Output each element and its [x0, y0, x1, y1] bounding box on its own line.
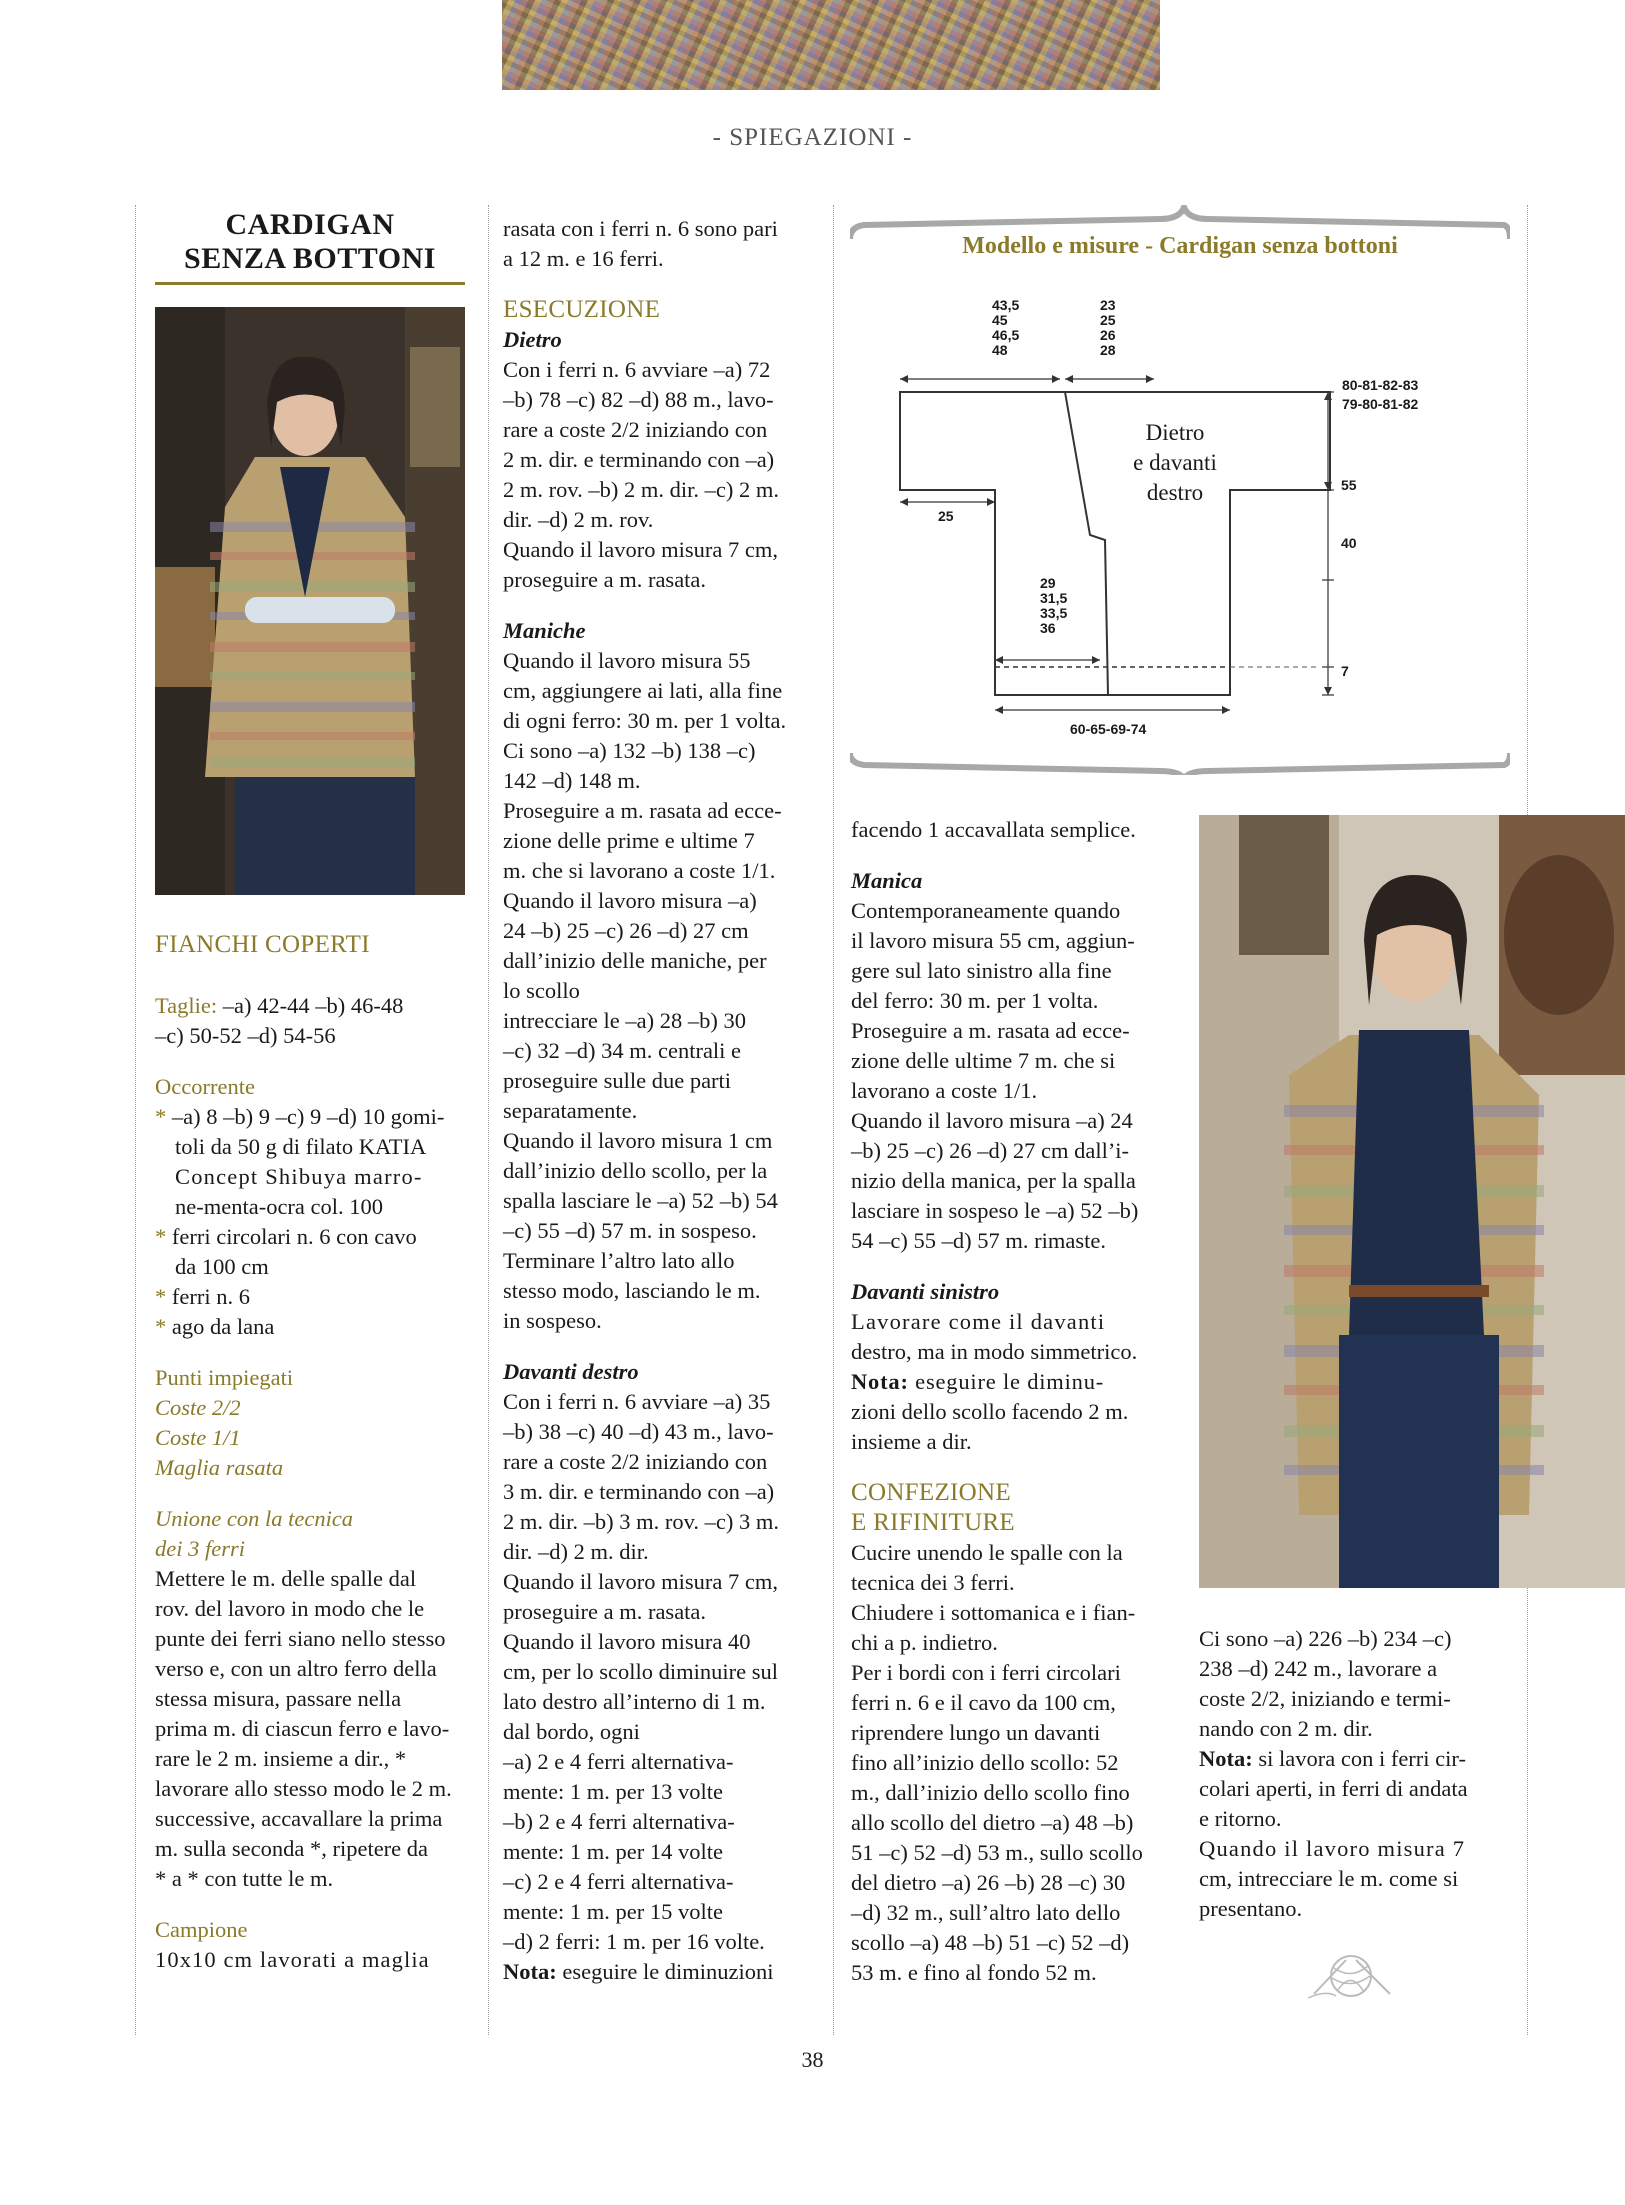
text-line: Ci sono –a) 132 –b) 138 –c): [503, 738, 756, 763]
rfront-cont: facendo 1 accavallata semplice.: [851, 817, 1136, 842]
bullet: *: [155, 1224, 167, 1249]
material-line: toli da 50 g di filato KATIA: [175, 1134, 427, 1159]
text-line: Contemporaneamente quando: [851, 898, 1121, 923]
text-line: nizio della manica, per la spalla: [851, 1168, 1136, 1193]
right-front-heading: Davanti destro: [503, 1359, 639, 1384]
dim-front-width: 29 31,5 33,5 36: [1040, 575, 1068, 636]
text-line: stessa misura, passare nella: [155, 1686, 402, 1711]
note-text: e ritorno.: [1199, 1806, 1282, 1831]
text-line: dal bordo, ogni: [503, 1719, 640, 1744]
text-line: allo scollo del dietro –a) 48 –b): [851, 1810, 1134, 1835]
yarn-texture-banner: [502, 0, 1160, 90]
note-label: Nota:: [851, 1369, 909, 1394]
diagram-title: Modello e misure - Cardigan senza bottoni: [962, 233, 1398, 259]
end-text: Quando il lavoro misura 7: [1199, 1836, 1466, 1861]
text-line: m., dall’inizio dello scollo fino: [851, 1780, 1130, 1805]
gauge-text-cont: a 12 m. e 16 ferri.: [503, 246, 664, 271]
piece-label: Dietro e davanti destro: [1133, 420, 1217, 505]
text-line: intrecciare le –a) 28 –b) 30: [503, 1008, 747, 1033]
stitch-item: Coste 1/1: [155, 1425, 241, 1450]
schematic-diagram: [850, 205, 1510, 775]
sizes-label: Taglie:: [155, 993, 218, 1018]
bullet: *: [155, 1314, 167, 1339]
sleeve-heading: Manica: [851, 868, 923, 893]
join-heading: dei 3 ferri: [155, 1536, 245, 1561]
text-line: rare le 2 m. insieme a dir., *: [155, 1746, 407, 1771]
column-rule: [135, 205, 136, 2035]
stitch-item: Maglia rasata: [155, 1455, 284, 1480]
text-line: il lavoro misura 55 cm, aggiun-: [851, 928, 1135, 953]
pattern-title: [155, 208, 465, 285]
text-line: Quando il lavoro misura 7 cm,: [503, 1569, 778, 1594]
text-line: 238 –d) 242 m., lavorare a: [1199, 1656, 1438, 1681]
gauge-text-cont: rasata con i ferri n. 6 sono pari: [503, 216, 778, 241]
pattern-title-line2: SENZA BOTTONI: [184, 242, 436, 275]
dim-sleeve: 25: [938, 508, 954, 524]
material-line: Concept Shibuya marro-: [175, 1164, 423, 1189]
text-line: m. che si lavorano a coste 1/1.: [503, 858, 776, 883]
text-line: 2 m. dir. e terminando con –a): [503, 447, 775, 472]
text-line: zione delle ultime 7 m. che si: [851, 1048, 1116, 1073]
sleeve-text: [851, 896, 1163, 1256]
text-line: Proseguire a m. rasata ad ecce-: [503, 798, 782, 823]
border-text: [1199, 1624, 1511, 1744]
note-label: Nota:: [1199, 1746, 1253, 1771]
text-line: 142 –d) 148 m.: [503, 768, 641, 793]
gauge-text: 10x10 cm lavorati a maglia: [155, 1947, 430, 1972]
text-line: Cucire unendo le spalle con la: [851, 1540, 1123, 1565]
finishing-heading: CONFEZIONE: [851, 1479, 1011, 1506]
text-line: dall’inizio delle maniche, per: [503, 948, 767, 973]
text-line: chi a p. indietro.: [851, 1630, 998, 1655]
text-line: prima m. di ciascun ferro e lavo-: [155, 1716, 450, 1741]
text-line: dir. –d) 2 m. rov.: [503, 507, 654, 532]
dim-top-mid: 23 25 26 28: [1100, 297, 1116, 358]
page-number: 38: [801, 2047, 824, 2072]
join-heading: Unione con la tecnica: [155, 1506, 354, 1531]
dim-width: 60-65-69-74: [1070, 721, 1147, 737]
sleeves-text: [503, 646, 821, 1336]
text-line: dall’inizio dello scollo, per la: [503, 1158, 768, 1183]
finishing-text: [851, 1538, 1163, 1988]
text-line: mente: 1 m. per 13 volte: [503, 1779, 723, 1804]
dim-55: 55: [1341, 477, 1357, 493]
pattern-title-line1: CARDIGAN: [225, 208, 395, 241]
text-line: scollo –a) 48 –b) 51 –c) 52 –d): [851, 1930, 1130, 1955]
sizes-value-line: –c) 50-52 –d) 54-56: [155, 1023, 336, 1048]
note-text: eseguire le diminuzioni: [556, 1959, 774, 1984]
sizes-value: –a) 42-44 –b) 46-48: [222, 993, 404, 1018]
text-line: Quando il lavoro misura 1 cm: [503, 1128, 773, 1153]
dim-top-left: 43,5 45 46,5 48: [992, 297, 1020, 358]
text-line: –b) 78 –c) 82 –d) 88 m., lavo-: [503, 387, 774, 412]
text-line: nando con 2 m. dir.: [1199, 1716, 1373, 1741]
materials-heading: Occorrente: [155, 1074, 255, 1099]
end-text: presentano.: [1199, 1896, 1303, 1921]
gauge-heading: Campione: [155, 1917, 248, 1942]
text-line: Mettere le m. delle spalle dal: [155, 1566, 417, 1591]
left-front-text: Lavorare come il davanti: [851, 1309, 1106, 1334]
text-line: m. sulla seconda *, ripetere da: [155, 1836, 429, 1861]
column-rule: [488, 205, 489, 2035]
text-line: 53 m. e fino al fondo 52 m.: [851, 1960, 1097, 1985]
sleeves-heading: Maniche: [503, 618, 586, 643]
finishing-heading: E RIFINITURE: [851, 1509, 1016, 1536]
text-line: successive, accavallare la prima: [155, 1806, 443, 1831]
material-line: ne-menta-ocra col. 100: [175, 1194, 384, 1219]
note-label: Nota:: [503, 1959, 557, 1984]
text-line: riprendere lungo un davanti: [851, 1720, 1101, 1745]
text-line: Quando il lavoro misura –a): [503, 888, 757, 913]
text-line: del ferro: 30 m. per 1 volta.: [851, 988, 1099, 1013]
note-text: eseguire le diminu-: [908, 1369, 1105, 1394]
text-line: proseguire a m. rasata.: [503, 567, 707, 592]
material-line: da 100 cm: [175, 1254, 269, 1279]
text-line: Chiudere i sottomanica e i fian-: [851, 1600, 1136, 1625]
text-line: –c) 32 –d) 34 m. centrali e: [503, 1038, 742, 1063]
text-line: proseguire sulle due parti: [503, 1068, 732, 1093]
text-line: 51 –c) 52 –d) 53 m., sullo scollo: [851, 1840, 1143, 1865]
text-line: dir. –d) 2 m. dir.: [503, 1539, 649, 1564]
stitch-item: Coste 2/2: [155, 1395, 241, 1420]
note-text: zioni dello scollo facendo 2 m.: [851, 1399, 1129, 1424]
bullet: *: [155, 1104, 167, 1129]
smiling-woman-in-cardigan-photo: [1199, 815, 1625, 1588]
text-line: Con i ferri n. 6 avviare –a) 35: [503, 1389, 771, 1414]
text-line: gere sul lato sinistro alla fine: [851, 958, 1112, 983]
text-line: Terminare l’altro lato allo: [503, 1248, 735, 1273]
note-text: insieme a dir.: [851, 1429, 972, 1454]
text-line: rare a coste 2/2 iniziando con: [503, 1449, 768, 1474]
text-line: separatamente.: [503, 1098, 638, 1123]
text-line: mente: 1 m. per 14 volte: [503, 1839, 723, 1864]
text-line: 2 m. dir. –b) 3 m. rov. –c) 3 m.: [503, 1509, 780, 1534]
text-line: lavorano a coste 1/1.: [851, 1078, 1038, 1103]
section-header: - SPIEGAZIONI -: [712, 124, 913, 151]
note-text: si lavora con i ferri cir-: [1252, 1746, 1466, 1771]
text-line: 3 m. dir. e terminando con –a): [503, 1479, 775, 1504]
text-line: zione delle prime e ultime 7: [503, 828, 755, 853]
text-line: tecnica dei 3 ferri.: [851, 1570, 1015, 1595]
text-line: –c) 2 e 4 ferri alternativa-: [503, 1869, 734, 1894]
text-line: * a * con tutte le m.: [155, 1866, 334, 1891]
text-line: 54 –c) 55 –d) 57 m. rimaste.: [851, 1228, 1106, 1253]
text-line: cm, aggiungere ai lati, alla fine: [503, 678, 783, 703]
text-line: lato destro all’interno di 1 m.: [503, 1689, 766, 1714]
text-line: fino all’inizio dello scollo: 52: [851, 1750, 1119, 1775]
text-line: lasciare in sospeso le –a) 52 –b): [851, 1198, 1139, 1223]
stitches-heading: Punti impiegati: [155, 1365, 294, 1390]
yarn-ball-icon: [1306, 1950, 1396, 2002]
bullet: *: [155, 1284, 167, 1309]
text-line: punte dei ferri siano nello stesso: [155, 1626, 446, 1651]
text-line: –b) 2 e 4 ferri alternativa-: [503, 1809, 735, 1834]
woman-in-striped-cardigan-photo: [155, 307, 465, 895]
text-line: Proseguire a m. rasata ad ecce-: [851, 1018, 1130, 1043]
text-line: Quando il lavoro misura 40: [503, 1629, 751, 1654]
text-line: –d) 32 m., sull’altro lato dello: [851, 1900, 1121, 1925]
material-line: ferri n. 6: [171, 1284, 250, 1309]
join-text: [155, 1564, 465, 1894]
text-line: lo scollo: [503, 978, 580, 1003]
text-line: –c) 55 –d) 57 m. in sospeso.: [503, 1218, 757, 1243]
text-line: proseguire a m. rasata.: [503, 1599, 707, 1624]
dim-7: 7: [1341, 663, 1349, 679]
column-rule: [833, 205, 834, 2035]
text-line: Per i bordi con i ferri circolari: [851, 1660, 1121, 1685]
text-line: in sospeso.: [503, 1308, 602, 1333]
fit-heading: FIANCHI COPERTI: [155, 931, 370, 958]
text-line: ferri n. 6 e il cavo da 100 cm,: [851, 1690, 1116, 1715]
text-line: –d) 2 ferri: 1 m. per 16 volte.: [503, 1929, 765, 1954]
text-line: 2 m. rov. –b) 2 m. dir. –c) 2 m.: [503, 477, 780, 502]
text-line: –b) 38 –c) 40 –d) 43 m., lavo-: [503, 1419, 774, 1444]
text-line: –a) 2 e 4 ferri alternativa-: [503, 1749, 734, 1774]
dim-length: 80-81-82-83 79-80-81-82: [1342, 377, 1419, 412]
text-line: spalla lasciare le –a) 52 –b) 54: [503, 1188, 778, 1213]
text-line: –b) 25 –c) 26 –d) 27 cm dall’i-: [851, 1138, 1130, 1163]
right-front-text: [503, 1387, 821, 1957]
text-line: Ci sono –a) 226 –b) 234 –c): [1199, 1626, 1452, 1651]
material-line: –a) 8 –b) 9 –c) 9 –d) 10 gomi-: [171, 1104, 445, 1129]
text-line: Quando il lavoro misura –a) 24: [851, 1108, 1133, 1133]
text-line: stesso modo, lasciando le m.: [503, 1278, 761, 1303]
note-text: colari aperti, in ferri di andata: [1199, 1776, 1468, 1801]
left-front-heading: Davanti sinistro: [851, 1279, 1000, 1304]
execution-heading: ESECUZIONE: [503, 296, 661, 323]
text-line: lavorare allo stesso modo le 2 m.: [155, 1776, 452, 1801]
text-line: Quando il lavoro misura 7 cm,: [503, 537, 778, 562]
text-line: rare a coste 2/2 iniziando con: [503, 417, 768, 442]
text-line: Quando il lavoro misura 55: [503, 648, 751, 673]
text-line: Con i ferri n. 6 avviare –a) 72: [503, 357, 771, 382]
text-line: 24 –b) 25 –c) 26 –d) 27 cm: [503, 918, 749, 943]
material-line: ferri circolari n. 6 con cavo: [171, 1224, 417, 1249]
text-line: del dietro –a) 26 –b) 28 –c) 30: [851, 1870, 1126, 1895]
material-line: ago da lana: [171, 1314, 275, 1339]
end-text: cm, intrecciare le m. come si: [1199, 1866, 1459, 1891]
text-line: cm, per lo scollo diminuire sul: [503, 1659, 778, 1684]
back-text: [503, 355, 821, 595]
dim-40: 40: [1341, 535, 1357, 551]
text-line: di ogni ferro: 30 m. per 1 volta.: [503, 708, 787, 733]
text-line: mente: 1 m. per 15 volte: [503, 1899, 723, 1924]
back-heading: Dietro: [503, 327, 562, 352]
text-line: rov. del lavoro in modo che le: [155, 1596, 425, 1621]
text-line: verso e, con un altro ferro della: [155, 1656, 437, 1681]
text-line: coste 2/2, iniziando e termi-: [1199, 1686, 1451, 1711]
left-front-text: destro, ma in modo simmetrico.: [851, 1339, 1138, 1364]
